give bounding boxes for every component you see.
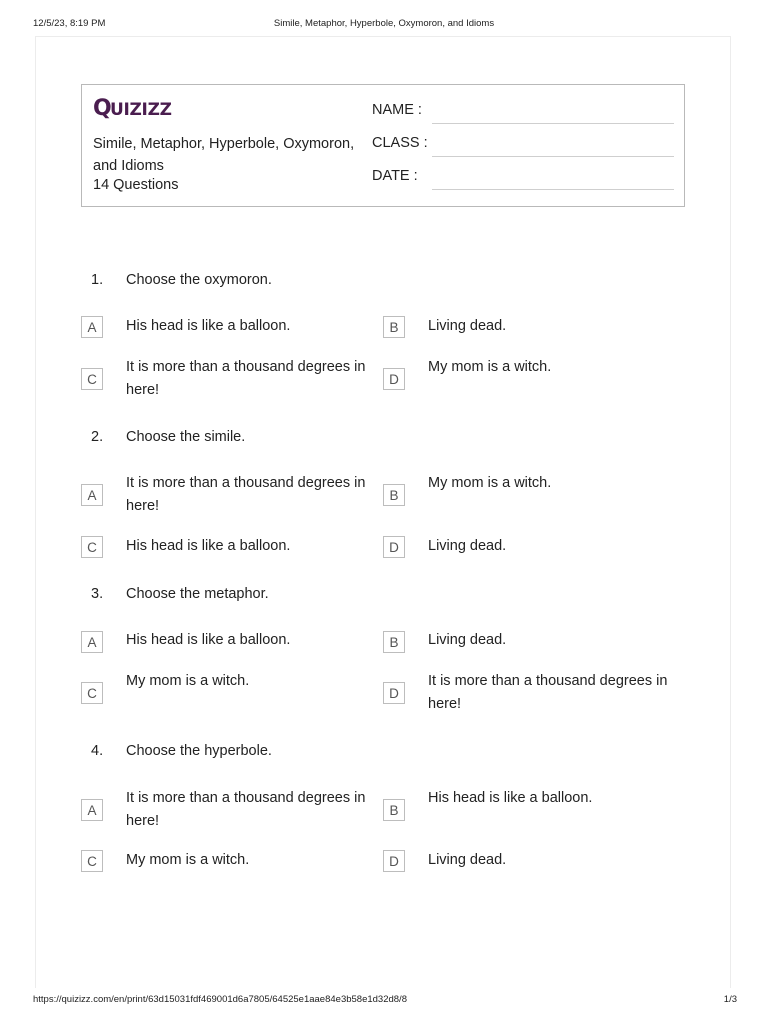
date-line [432, 189, 674, 190]
quiz-title: Simile, Metaphor, Hyperbole, Oxymoron, and Idioms [93, 136, 355, 174]
print-url: https://quizizz.com/en/print/63d15031fdf469001d6a7805/64525e1aae84e3b58e1d32d8/8 [33, 994, 407, 1005]
option-letter-a[interactable]: A [81, 631, 103, 653]
question-number: 4. [91, 743, 104, 759]
option-letter-a[interactable]: A [81, 316, 103, 338]
print-title: Simile, Metaphor, Hyperbole, Oxymoron, and Idioms [273, 18, 495, 29]
class-label: CLASS : [372, 135, 428, 151]
question-text: Choose the metaphor. [126, 586, 269, 602]
option-text: His head is like a balloon. [126, 318, 291, 334]
option-letter-b[interactable]: B [383, 631, 405, 653]
option-text: My mom is a witch. [126, 673, 250, 689]
option-text: It is more than a thousand degrees in here! [126, 475, 366, 514]
print-footer [0, 994, 768, 1008]
option-text: It is more than a thousand degrees in here! [428, 673, 668, 712]
option-text: Living dead. [428, 632, 507, 648]
option-letter-d[interactable]: D [383, 850, 405, 872]
option-text: My mom is a witch. [126, 852, 250, 868]
question-count: 14 Questions [93, 177, 179, 193]
option-letter-d[interactable]: D [383, 536, 405, 558]
name-line [432, 123, 674, 124]
option-letter-c[interactable]: C [81, 368, 103, 390]
option-text: My mom is a witch. [428, 475, 552, 491]
option-text: It is more than a thousand degrees in here! [126, 790, 366, 829]
option-text: His head is like a balloon. [126, 632, 291, 648]
option-text: It is more than a thousand degrees in here! [126, 359, 366, 398]
option-text: His head is like a balloon. [428, 790, 593, 806]
name-field[interactable] [372, 102, 674, 124]
print-header [0, 18, 768, 32]
page-number: 1/3 [723, 994, 737, 1005]
option-letter-b[interactable]: B [383, 484, 405, 506]
option-text: Living dead. [428, 538, 507, 554]
option-text: Living dead. [428, 852, 507, 868]
option-letter-b[interactable]: B [383, 799, 405, 821]
option-text: Living dead. [428, 318, 507, 334]
print-datetime: 12/5/23, 8:19 PM [33, 18, 106, 29]
date-label: DATE : [372, 168, 418, 184]
option-letter-a[interactable]: A [81, 484, 103, 506]
svg-text:UIZIZZ: UIZIZZ [110, 100, 172, 120]
option-letter-d[interactable]: D [383, 368, 405, 390]
option-text: My mom is a witch. [428, 359, 552, 375]
option-letter-a[interactable]: A [81, 799, 103, 821]
option-letter-c[interactable]: C [81, 536, 103, 558]
question-number: 3. [91, 586, 104, 602]
option-letter-c[interactable]: C [81, 682, 103, 704]
worksheet-header [81, 84, 685, 207]
question-text: Choose the simile. [126, 429, 246, 445]
question-number: 1. [91, 272, 104, 288]
question-text: Choose the hyperbole. [126, 743, 272, 759]
option-letter-b[interactable]: B [383, 316, 405, 338]
class-field[interactable] [372, 135, 674, 157]
option-text: His head is like a balloon. [126, 538, 291, 554]
option-letter-d[interactable]: D [383, 682, 405, 704]
quizizz-logo [93, 92, 183, 122]
svg-text:Q: Q [93, 96, 112, 121]
question-text: Choose the oxymoron. [126, 272, 272, 288]
date-field[interactable] [372, 168, 674, 190]
option-letter-c[interactable]: C [81, 850, 103, 872]
name-label: NAME : [372, 102, 422, 118]
question-number: 2. [91, 429, 104, 445]
class-line [432, 156, 674, 157]
